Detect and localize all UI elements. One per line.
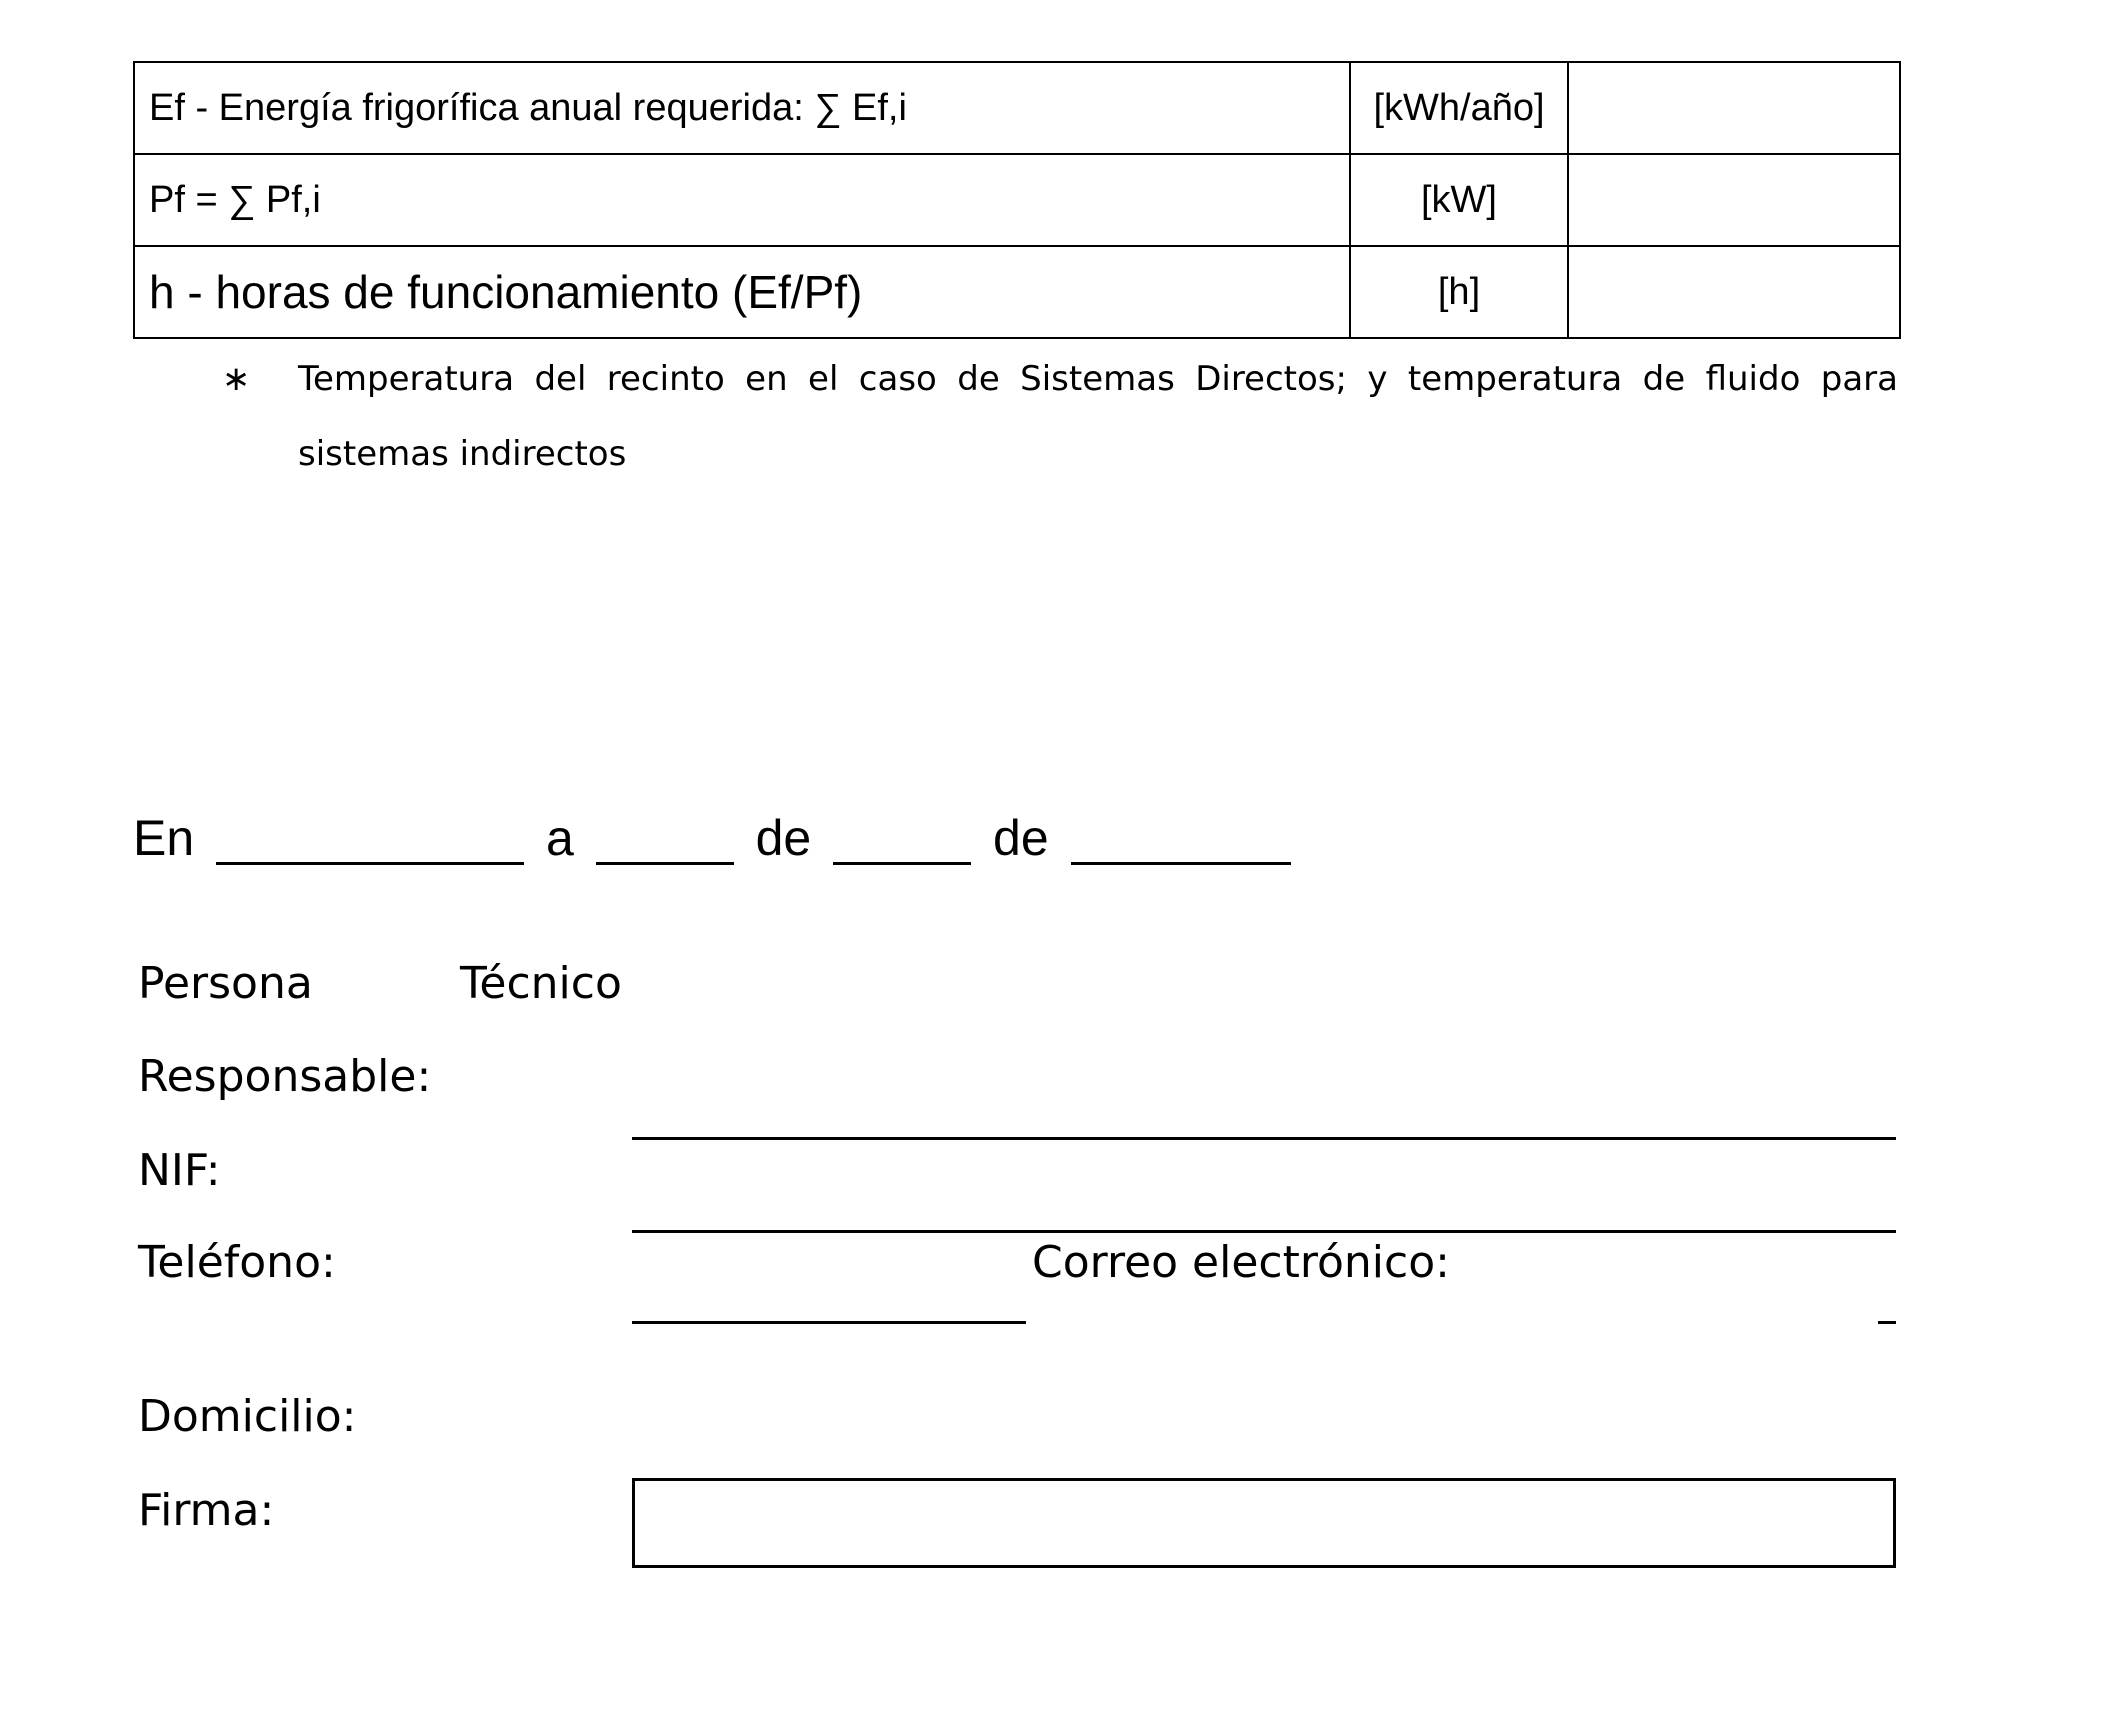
label-responsable: Responsable: — [138, 1051, 432, 1102]
label-persona: Persona — [138, 958, 313, 1009]
date-connector-a: a — [545, 810, 574, 866]
date-connector-de: de — [755, 810, 812, 866]
energy-summary-table — [133, 61, 1901, 339]
date-prefix: En — [133, 810, 195, 866]
label-correo: Correo electrónico: — [1032, 1237, 1450, 1288]
responsable-line-field[interactable] — [632, 1137, 1896, 1140]
row-unit-energia: [kWh/año] — [1350, 62, 1568, 154]
day-blank-field[interactable] — [596, 808, 734, 865]
year-blank-field[interactable] — [1071, 808, 1291, 865]
row-value-energia-field[interactable] — [1568, 62, 1900, 154]
place-blank-field[interactable] — [216, 808, 524, 865]
label-firma: Firma: — [138, 1485, 275, 1536]
label-tecnico: Técnico — [460, 958, 622, 1009]
row-unit-potencia: [kW] — [1350, 154, 1568, 246]
footnote-marker: ∗ — [222, 359, 251, 399]
footnote-text: Temperatura del recinto en el caso de Sistemas Directos; y temperatura de fluido para sistemas indirectos — [298, 359, 1898, 474]
row-value-horas-field[interactable] — [1568, 246, 1900, 338]
telefono-line-field[interactable] — [632, 1321, 1026, 1324]
row-label-energia: Ef - Energía frigorífica anual requerida: ∑ Ef,i — [134, 62, 1350, 154]
table-row — [134, 154, 1900, 246]
date-line — [133, 808, 1299, 868]
label-telefono: Teléfono: — [138, 1237, 336, 1288]
correo-line-field[interactable] — [1878, 1321, 1896, 1324]
signature-box-field[interactable] — [632, 1478, 1896, 1568]
date-connector-de: de — [993, 810, 1049, 866]
table-row — [134, 62, 1900, 154]
row-label-potencia: Pf = ∑ Pf,i — [134, 154, 1350, 246]
label-domicilio: Domicilio: — [138, 1391, 357, 1442]
month-blank-field[interactable] — [833, 808, 971, 865]
row-label-horas: h - horas de funcionamiento (Ef/Pf) — [134, 246, 1350, 338]
nif-line-field[interactable] — [632, 1230, 1896, 1233]
row-unit-horas: [h] — [1350, 246, 1568, 338]
label-nif: NIF: — [138, 1145, 221, 1196]
row-value-potencia-field[interactable] — [1568, 154, 1900, 246]
table-row — [134, 246, 1900, 338]
